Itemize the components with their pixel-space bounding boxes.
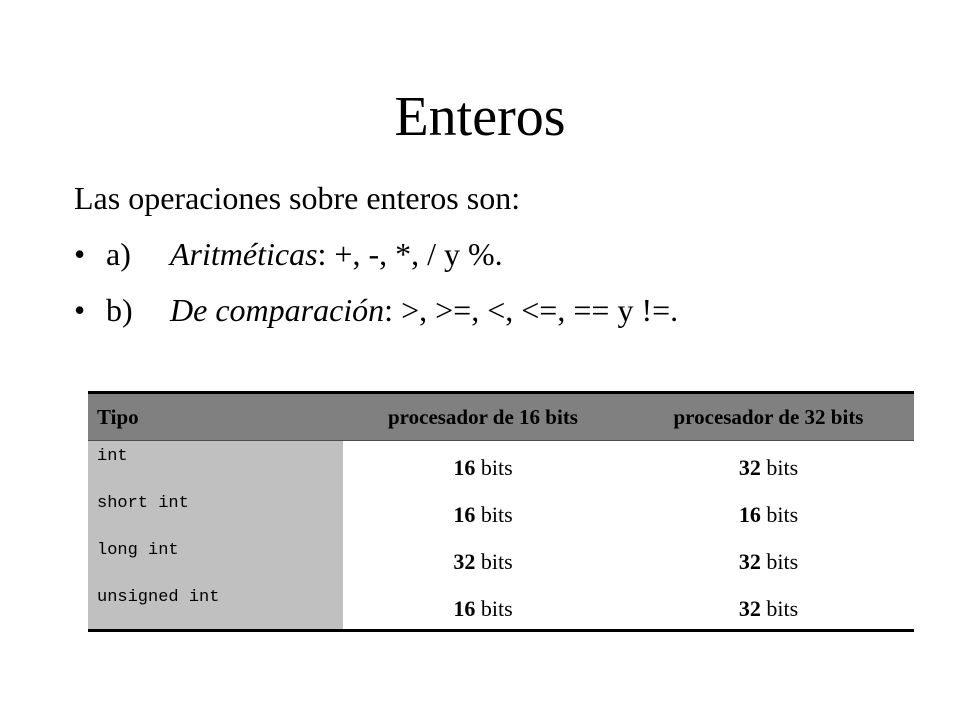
size-value: 16 [738,501,761,527]
size-value: 32 [738,595,761,621]
size-value: 32 [738,454,761,480]
header-type: Tipo [88,393,343,441]
table-row [88,488,914,535]
size-32-cell [623,582,914,631]
size-16-cell [343,441,623,489]
size-32-cell [623,441,914,489]
type-cell: int [88,441,343,489]
table-row [88,441,914,489]
size-32-cell [623,535,914,582]
bullet-marker: • [74,236,86,272]
size-16-cell [343,582,623,631]
bullet-item-arithmetic [74,234,503,274]
size-unit: bits [480,548,513,574]
size-unit: bits [480,454,513,480]
size-value: 16 [453,454,476,480]
size-16-cell [343,535,623,582]
size-16-cell [343,488,623,535]
size-32-cell [623,488,914,535]
header-32bit: procesador de 32 bits [623,393,914,441]
size-unit: bits [480,595,513,621]
size-unit: bits [480,501,513,527]
type-cell: long int [88,535,343,582]
bullet-label: a) [106,236,131,272]
type-cell: unsigned int [88,582,343,631]
size-unit: bits [766,595,799,621]
size-unit: bits [766,454,799,480]
bullet-marker: • [74,292,86,328]
header-16bit: procesador de 16 bits [343,393,623,441]
table-header-row [88,393,914,441]
type-cell: short int [88,488,343,535]
bullet-text: : +, -, *, / y %. [317,236,503,272]
size-unit: bits [766,548,799,574]
table-row [88,582,914,631]
integer-sizes-table [88,391,914,632]
slide-title: Enteros [394,86,566,148]
intro-text: Las operaciones sobre enteros son: [74,180,521,216]
size-value: 16 [453,501,476,527]
table-row [88,535,914,582]
bullet-term: De comparación [170,292,385,328]
size-value: 16 [453,595,476,621]
bullet-item-comparison [74,290,678,330]
bullet-term: Aritméticas [170,236,318,272]
bullet-label: b) [106,292,133,328]
bullet-text: : >, >=, <, <=, == y !=. [384,292,679,328]
size-value: 32 [738,548,761,574]
size-unit: bits [766,501,799,527]
size-value: 32 [453,548,476,574]
